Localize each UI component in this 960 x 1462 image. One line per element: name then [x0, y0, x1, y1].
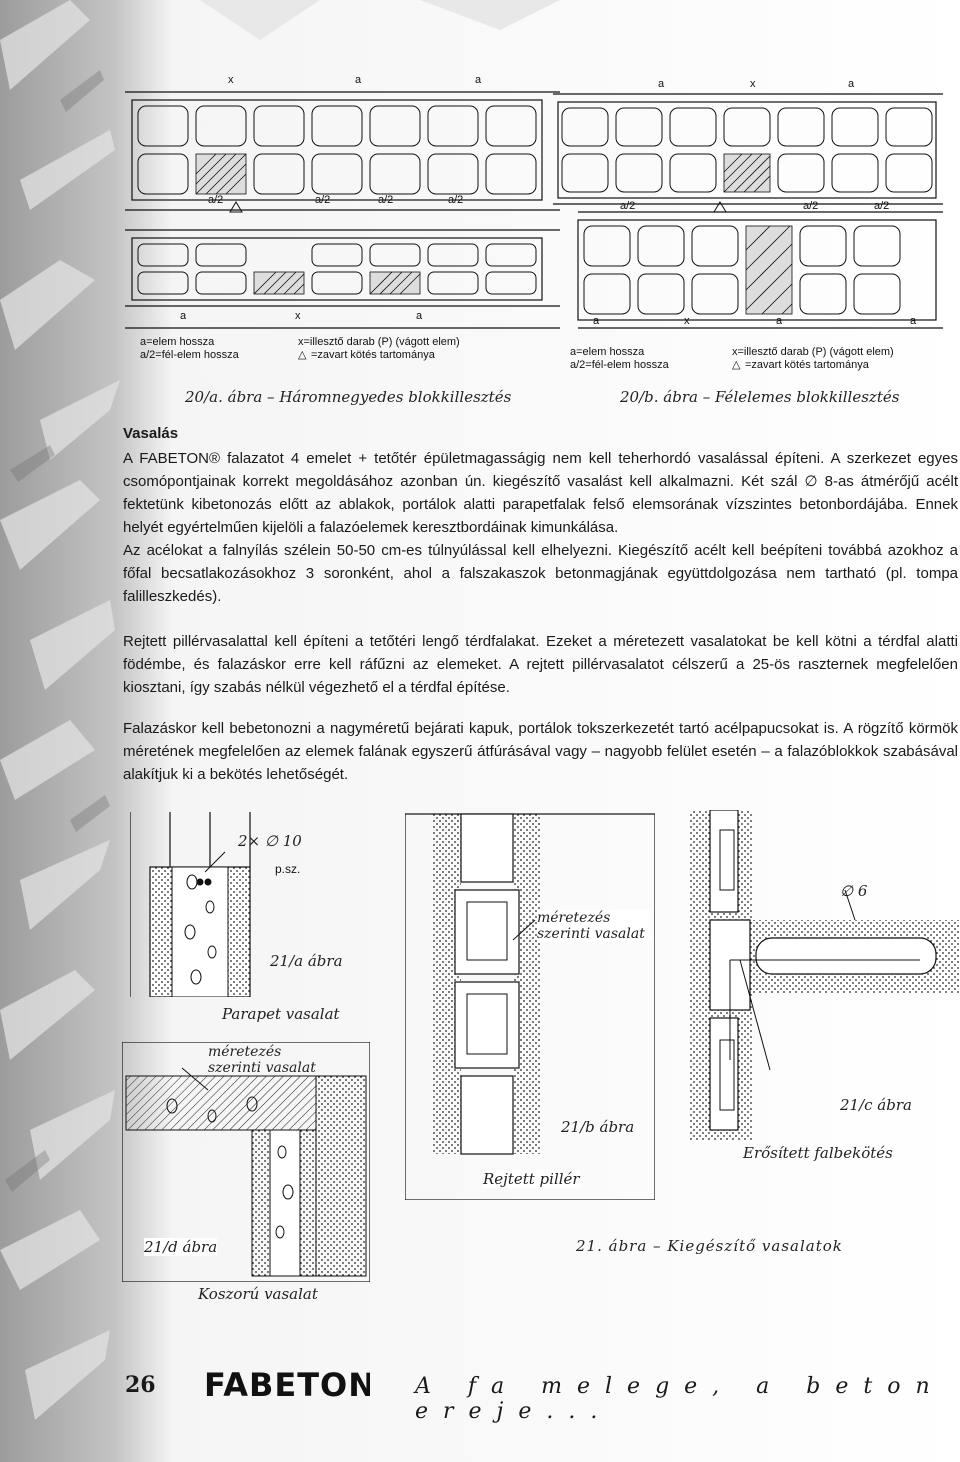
fig21b-note: méretezés szerinti vasalat [537, 910, 652, 942]
figure-21b-drawing [405, 810, 655, 1200]
triangle-icon: △ [298, 349, 307, 361]
figure-21c-drawing [680, 810, 960, 1140]
fig20b-legend-right: =zavart kötés tartománya [745, 359, 869, 371]
fig21a-title: Parapet vasalat [222, 1005, 340, 1023]
fig20b-bottom-label: x [684, 315, 690, 327]
paragraph-1-part-1: A FABETON® falazatot 4 emelet + tetőtér épületmagasságig nem kell teherhordó vasalással építeni. A szerkezet egyes csomópontjainak korrekt megoldásához azonban ún. kiegészítő vasalást kell alkalmazni. Két szál ∅ 8-as átmérőjű acélt fektetünk kibetonozás előtt az ablakok, portálok alatti parapetfalak felső elemsorának vízszintes betonbordájába. Ennek helyét egyértelműen kijelöli a falazóelemek keresztbordáinak kimunkálása. [123, 450, 958, 536]
fig21a-label: 21/a ábra [270, 952, 343, 970]
fig20b-mid-label: a/2 [803, 200, 819, 212]
fig20b-mid-label: a/2 [620, 200, 636, 212]
fig21d-title: Koszorú vasalat [198, 1285, 318, 1303]
fig20a-bottom-label: a [416, 310, 423, 322]
figure-21c [680, 810, 960, 1140]
fig20a-mid-label: a/2 [378, 194, 394, 206]
fig20b-legend-right: x=illesztő darab (P) (vágott elem) [732, 346, 894, 358]
fig20a-mid-label: a/2 [448, 194, 464, 206]
paragraph-2 [123, 630, 958, 699]
figure-21-caption: 21. ábra – Kiegészítő vasalatok [576, 1237, 843, 1255]
figure-20a [120, 70, 565, 370]
fig20a-legend-left: a=elem hossza [140, 336, 215, 348]
fig20b-mid-label: a/2 [874, 200, 890, 212]
fig21b-label: 21/b ábra [561, 1118, 635, 1136]
paragraph-2-text: Rejtett pillérvasalattal kell építeni a tetőtéri lengő térdfalakat. Ezeket a méretezett vasalatokat be kell kötni a térdfal alatti födémbe, és falazáskor erre kell ráfűzni az elemeket. A rejtett pillérvasalatot célszerű a 25-ös raszternek megfelelően kiosztani, így szabás nélkül végezhető el a térdfal építése. [123, 633, 958, 696]
figure-20b-drawing [548, 70, 948, 375]
fig21d-label: 21/d ábra [144, 1238, 218, 1256]
fig20b-top-label: a [658, 78, 665, 90]
fig20a-top-label: a [355, 74, 362, 86]
fig21a-dimension: 2× ∅ 10 [238, 832, 302, 850]
figure-20a-caption: 20/a. ábra – Háromnegyedes blokkillesztés [185, 388, 512, 406]
fig21a-note: p.sz. [275, 862, 301, 876]
fig20b-top-label: a [848, 78, 855, 90]
figure-20a-drawing [120, 70, 565, 370]
fig20b-bottom-label: a [910, 315, 917, 327]
fig20a-top-label: x [228, 74, 234, 86]
fig20a-legend-right: x=illesztő darab (P) (vágott elem) [298, 336, 460, 348]
fig20b-top-label: x [750, 78, 756, 90]
fabeton-logo-text: FABETON [204, 1366, 370, 1404]
paragraph-3-text: Falazáskor kell bebetonozni a nagyméretű bejárati kapuk, portálok tokszerkezetét tartó acélpapucsokat is. A rögzítő körmök méretének megfelelően az elemek falának egyszerű átfúrásával vagy – nagyobb felület esetén – a falazóblokkok szabásával alakítjuk ki a bekötés lehetőségét. [123, 720, 958, 783]
fig20b-bottom-label: a [593, 315, 600, 327]
fig21c-label: 21/c ábra [840, 1096, 912, 1114]
fig20a-mid-label: a/2 [208, 194, 224, 206]
footer-slogan: A fa melege, a beton ereje... [415, 1374, 945, 1424]
page-number: 26 [125, 1372, 156, 1398]
figure-20b [548, 70, 948, 375]
fig20b-legend-left: a/2=fél-elem hossza [570, 359, 669, 371]
fig21c-title: Erősített falbekötés [743, 1144, 893, 1162]
fig20a-mid-label: a/2 [315, 194, 331, 206]
figure-20b-caption: 20/b. ábra – Félelemes blokkillesztés [620, 388, 900, 406]
fig20b-bottom-label: a [776, 315, 783, 327]
fig20a-top-label: a [475, 74, 482, 86]
figure-21d [122, 1042, 370, 1282]
fig21d-note: méretezés szerinti vasalat [208, 1044, 316, 1076]
fig21b-title: Rejtett pillér [483, 1170, 580, 1188]
fabeton-logo [200, 1362, 370, 1406]
fig20a-legend-right: =zavart kötés tartománya [311, 349, 435, 361]
fig20a-bottom-label: a [180, 310, 187, 322]
triangle-icon: △ [732, 359, 741, 371]
fig20a-legend-left: a/2=fél-elem hossza [140, 349, 239, 361]
figure-21b [405, 810, 655, 1200]
section-heading: Vasalás [123, 425, 179, 442]
fig20a-bottom-label: x [295, 310, 301, 322]
fig20b-legend-left: a=elem hossza [570, 346, 645, 358]
figure-21a [130, 812, 360, 997]
fig21c-dimension: ∅ 6 [840, 882, 868, 900]
paragraph-3 [123, 717, 958, 786]
paragraph-1 [123, 447, 958, 608]
paragraph-1-part-2: Az acélokat a falnyílás szélein 50-50 cm-es túlnyúlással kell elhelyezni. Kiegészítő acélt kell beépíteni továbbá azokhoz a főfal becsatlakozásokhoz 3 soronként, ahol a falszakaszok betonmagjának együttdolgozása nem tartható (pl. tompa falilleszkedés). [123, 542, 958, 605]
